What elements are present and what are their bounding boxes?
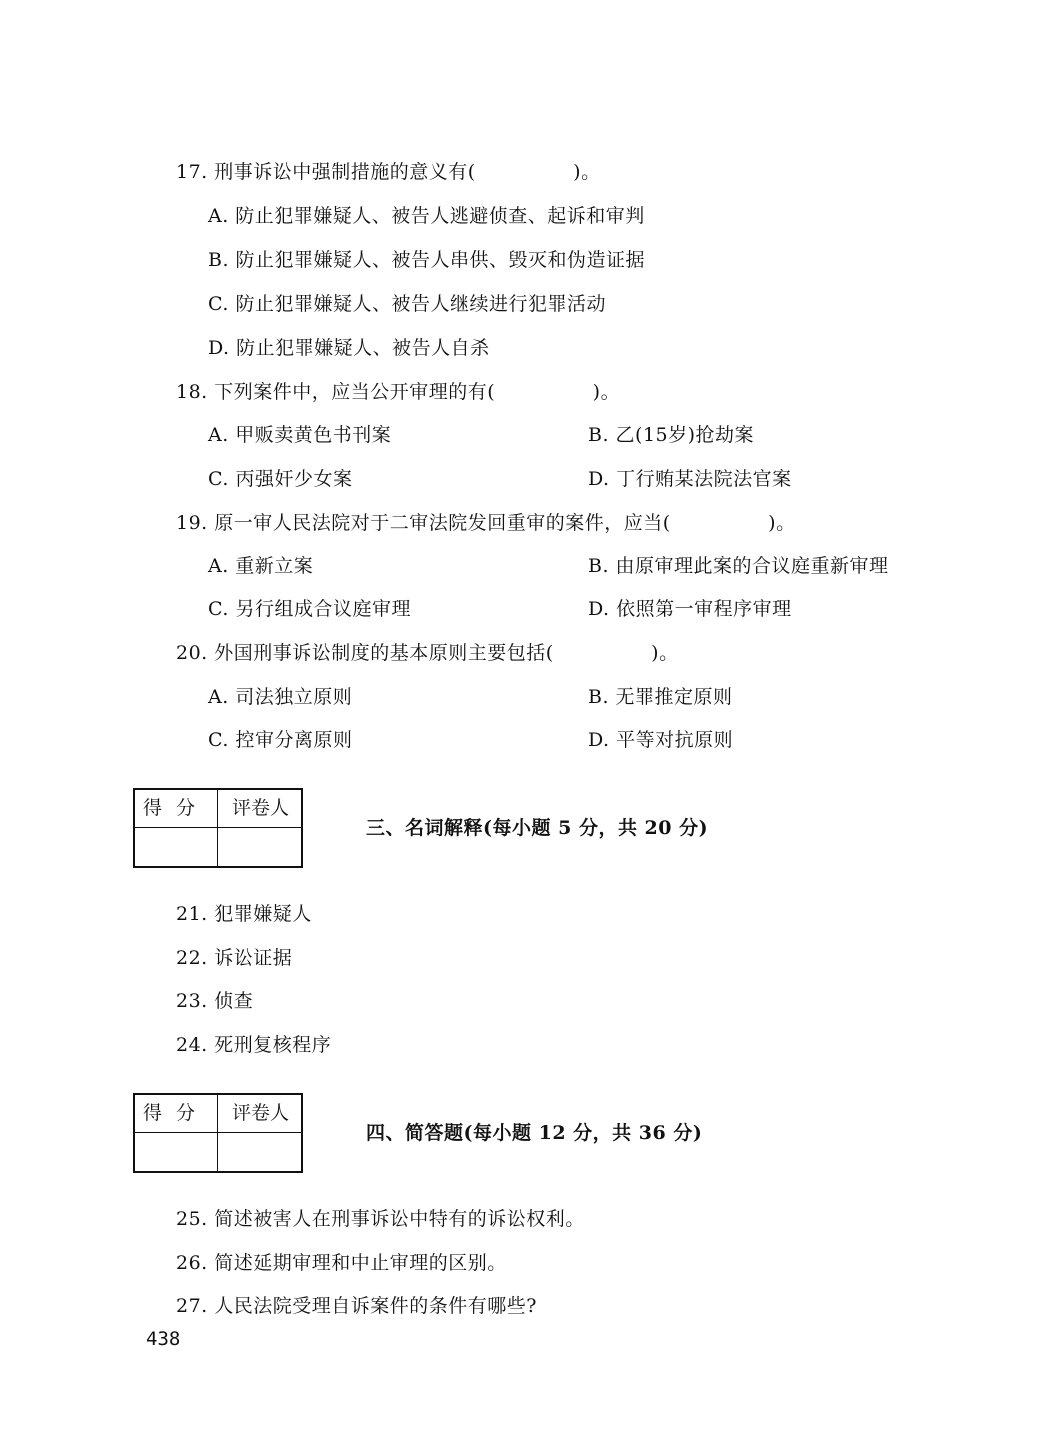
short-answer-item-25: 25. 简述被害人在刑事诉讼中特有的诉讼权利。 xyxy=(176,1208,585,1230)
question-19-stem: 19. 原一审人民法院对于二审法院发回重审的案件，应当( )。 xyxy=(176,512,796,534)
grader-entry-cell xyxy=(218,828,303,866)
question-18-option-d: D. 丁行贿某法院法官案 xyxy=(588,468,792,490)
score-table-section-3 xyxy=(133,788,303,868)
term-item-21: 21. 犯罪嫌疑人 xyxy=(176,903,312,925)
question-20-option-c: C. 控审分离原则 xyxy=(208,729,353,751)
page-number: 438 xyxy=(146,1328,181,1350)
term-item-23: 23. 侦查 xyxy=(176,990,254,1012)
question-20-option-b: B. 无罪推定原则 xyxy=(588,686,733,708)
score-entry-cell xyxy=(135,828,218,866)
question-17-option-a: A. 防止犯罪嫌疑人、被告人逃避侦查、起诉和审判 xyxy=(208,205,645,227)
score-label: 得分 xyxy=(135,1095,218,1133)
question-17-stem: 17. 刑事诉讼中强制措施的意义有( )。 xyxy=(176,161,601,183)
short-answer-item-26: 26. 简述延期审理和中止审理的区别。 xyxy=(176,1252,507,1274)
term-item-22: 22. 诉讼证据 xyxy=(176,947,293,969)
question-18-option-a: A. 甲贩卖黄色书刊案 xyxy=(208,424,392,446)
grader-label: 评卷人 xyxy=(218,790,303,828)
grader-entry-cell xyxy=(218,1133,303,1171)
question-19-option-c: C. 另行组成合议庭审理 xyxy=(208,598,411,620)
question-19-option-a: A. 重新立案 xyxy=(208,555,314,577)
question-17-option-b: B. 防止犯罪嫌疑人、被告人串供、毁灭和伪造证据 xyxy=(208,249,646,271)
question-19-option-d: D. 依照第一审程序审理 xyxy=(588,598,792,620)
section-3-title: 三、名词解释(每小题 5 分，共 20 分) xyxy=(366,817,709,839)
score-label: 得分 xyxy=(135,790,218,828)
grader-label: 评卷人 xyxy=(218,1095,303,1133)
short-answer-item-27: 27. 人民法院受理自诉案件的条件有哪些? xyxy=(176,1295,537,1317)
question-18-option-c: C. 丙强奸少女案 xyxy=(208,468,353,490)
question-20-stem: 20. 外国刑事诉讼制度的基本原则主要包括( )。 xyxy=(176,642,679,664)
question-20-option-d: D. 平等对抗原则 xyxy=(588,729,734,751)
score-entry-cell xyxy=(135,1133,218,1171)
question-20-option-a: A. 司法独立原则 xyxy=(208,686,353,708)
score-table-section-4 xyxy=(133,1093,303,1173)
question-17-option-d: D. 防止犯罪嫌疑人、被告人自杀 xyxy=(208,337,490,359)
section-4-title: 四、简答题(每小题 12 分，共 36 分) xyxy=(366,1122,703,1144)
question-17-option-c: C. 防止犯罪嫌疑人、被告人继续进行犯罪活动 xyxy=(208,293,606,315)
question-19-option-b: B. 由原审理此案的合议庭重新审理 xyxy=(588,555,889,577)
question-18-option-b: B. 乙(15岁)抢劫案 xyxy=(588,424,755,446)
question-18-stem: 18. 下列案件中，应当公开审理的有( )。 xyxy=(176,381,621,403)
term-item-24: 24. 死刑复核程序 xyxy=(176,1034,332,1056)
